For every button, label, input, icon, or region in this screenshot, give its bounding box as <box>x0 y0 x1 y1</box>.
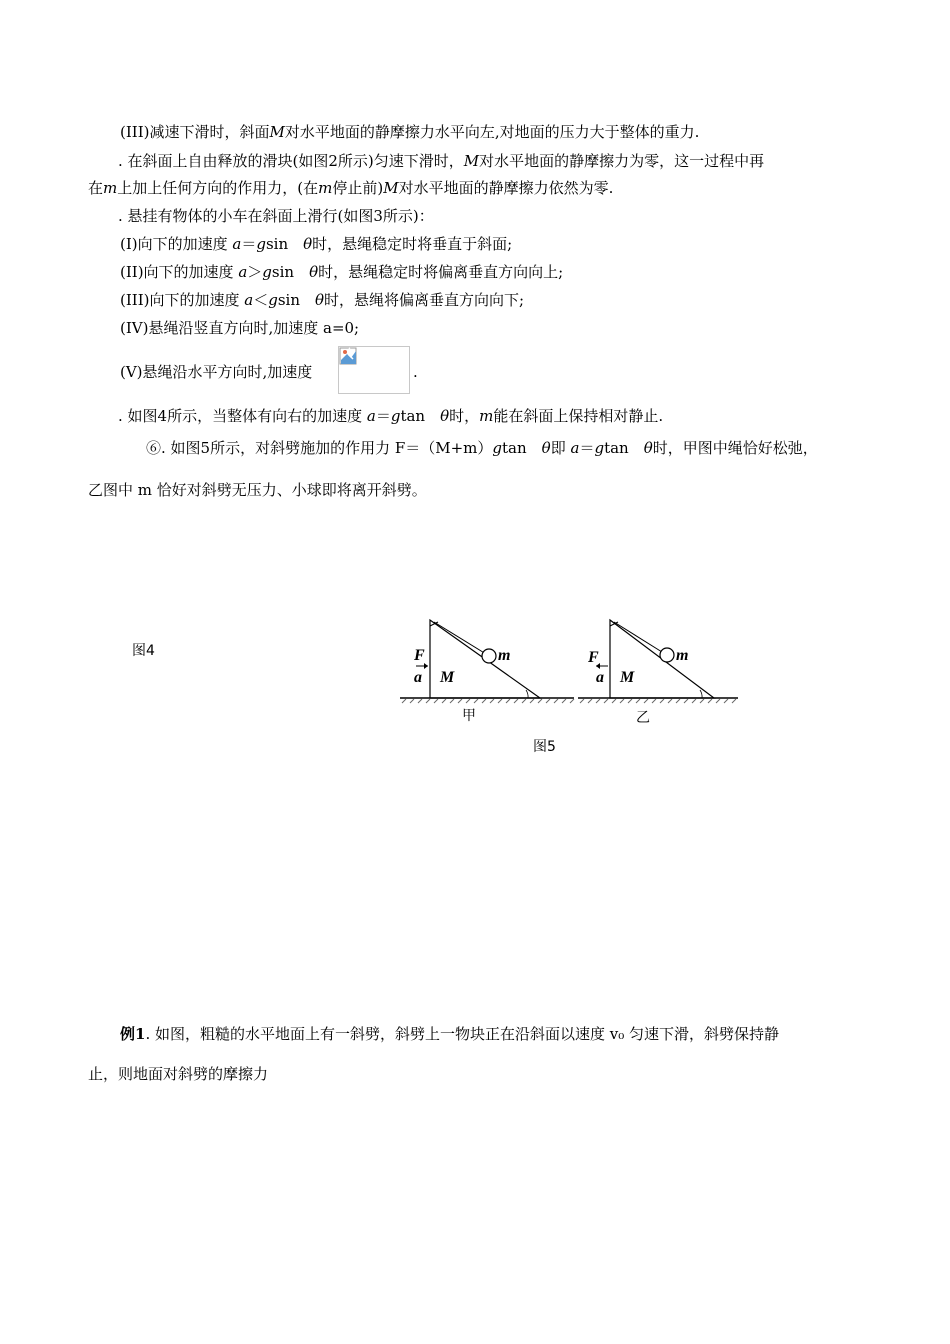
text-line-9 <box>120 362 312 382</box>
text-line-2 <box>118 151 764 171</box>
label-F: F <box>414 647 425 664</box>
symbol-a: a <box>238 263 248 281</box>
text: tan <box>400 407 441 425</box>
text: ＜ <box>253 291 269 309</box>
text: (IV)悬绳沿竖直方向时,加速度 a=0; <box>120 319 360 337</box>
text-line-8 <box>120 318 359 338</box>
caption-jia: 甲 <box>462 708 476 724</box>
wedge-diagram-right <box>576 612 742 730</box>
text: 停止前) <box>332 179 384 197</box>
text: ＞ <box>247 263 263 281</box>
text-line-11 <box>146 438 818 458</box>
wedge-diagram-left <box>398 612 576 730</box>
symbol-g: g <box>268 291 278 309</box>
text: 时， <box>449 407 480 425</box>
text: (I)向下的加速度 <box>120 235 233 253</box>
label-M: M <box>440 669 455 686</box>
symbol-m: m <box>103 179 118 197</box>
text-line-6 <box>120 262 563 282</box>
symbol-m: m <box>479 407 494 425</box>
text: ⑥. 如图5所示，对斜劈施加的作用力 F＝（M+m） <box>146 439 493 457</box>
text: . <box>413 363 418 381</box>
text: ＝ <box>579 439 595 457</box>
symbol-M: M <box>383 179 399 197</box>
text: (III)减速下滑时，斜面 <box>120 123 270 141</box>
symbol-a: a <box>366 407 376 425</box>
label-a: a <box>414 669 422 686</box>
symbol-a: a <box>244 291 254 309</box>
text: 上加上任何方向的作用力，(在 <box>117 179 319 197</box>
symbol-g: g <box>256 235 266 253</box>
text: (II)向下的加速度 <box>120 263 239 281</box>
text-line-3 <box>88 178 613 198</box>
text: tan <box>604 439 644 457</box>
ground-hatching <box>402 699 574 703</box>
text: . 如图，粗糙的水平地面上有一斜劈，斜劈上一物块正在沿斜面以速度 v₀ 匀速下滑，斜劈保持静 <box>145 1025 780 1043</box>
text: 在 <box>88 179 104 197</box>
text-line-10 <box>118 406 663 426</box>
symbol-a: a <box>570 439 580 457</box>
figure-4-label: 图4 <box>132 643 155 659</box>
example-line-2 <box>88 1064 268 1084</box>
text: . 在斜面上自由释放的滑块(如图2所示)匀速下滑时， <box>118 152 464 170</box>
text-line-1 <box>120 122 699 142</box>
label-F: F <box>588 649 599 666</box>
text: 时，悬绳将偏离垂直方向向下; <box>324 291 525 309</box>
text: 止，则地面对斜劈的摩擦力 <box>88 1065 269 1083</box>
label-M: M <box>620 669 635 686</box>
text: tan <box>502 439 542 457</box>
caption-yi: 乙 <box>636 710 650 726</box>
text: 即 <box>550 439 571 457</box>
text: ＝ <box>375 407 391 425</box>
symbol-theta: θ <box>440 407 450 425</box>
text-line-4 <box>118 206 434 226</box>
text: . 悬挂有物体的小车在斜面上滑行(如图3所示)： <box>118 207 434 225</box>
text: 能在斜面上保持相对静止. <box>493 407 664 425</box>
example-label: 例1 <box>120 1025 146 1043</box>
text: 乙图中 m 恰好对斜劈无压力、小球即将离开斜劈。 <box>88 481 427 499</box>
symbol-theta: θ <box>541 439 551 457</box>
symbol-m: m <box>318 179 333 197</box>
text-line-7 <box>120 290 524 310</box>
string <box>434 622 486 654</box>
ball <box>482 649 496 663</box>
text: 对水平地面的静摩擦力为零，这一过程中再 <box>479 152 765 170</box>
symbol-a: a <box>232 235 242 253</box>
broken-image-icon <box>339 347 359 367</box>
period <box>413 362 418 382</box>
text: (V)悬绳沿水平方向时,加速度 <box>120 363 313 381</box>
ground-hatching <box>580 699 736 703</box>
text: sin <box>271 263 310 281</box>
symbol-M: M <box>463 152 480 170</box>
label-a: a <box>596 669 604 686</box>
text: 时，悬绳稳定时将垂直于斜面; <box>312 235 513 253</box>
text: 时，甲图中绳恰好松弛， <box>652 439 818 457</box>
label-m: m <box>498 647 511 664</box>
symbol-theta: θ <box>314 291 325 309</box>
symbol-g: g <box>492 439 503 457</box>
string <box>614 622 662 652</box>
text: 对水平地面的静摩擦力水平向左,对地面的压力大于整体的重力. <box>284 123 700 141</box>
text-line-5 <box>120 234 512 254</box>
text: (III)向下的加速度 <box>120 291 245 309</box>
angle-arc <box>700 690 702 698</box>
symbol-theta: θ <box>303 235 313 253</box>
ball <box>660 648 674 662</box>
symbol-theta: θ <box>309 263 319 281</box>
text: sin <box>277 291 315 309</box>
symbol-M: M <box>269 123 285 141</box>
angle-arc <box>526 690 528 698</box>
text: 时，悬绳稳定时将偏离垂直方向向上; <box>318 263 564 281</box>
example-line-1 <box>120 1024 779 1044</box>
symbol-g: g <box>594 439 605 457</box>
text: . 如图4所示，当整体有向右的加速度 <box>118 407 367 425</box>
symbol-theta: θ <box>643 439 653 457</box>
label-m: m <box>676 647 689 664</box>
symbol-g: g <box>390 407 401 425</box>
symbol-g: g <box>262 263 272 281</box>
text: ＝ <box>241 235 257 253</box>
broken-image-placeholder <box>338 346 410 394</box>
text: sin <box>265 235 304 253</box>
text: 对水平地面的静摩擦力依然为零. <box>398 179 614 197</box>
text-line-12 <box>88 480 427 500</box>
figure-5-label: 图5 <box>533 739 556 755</box>
